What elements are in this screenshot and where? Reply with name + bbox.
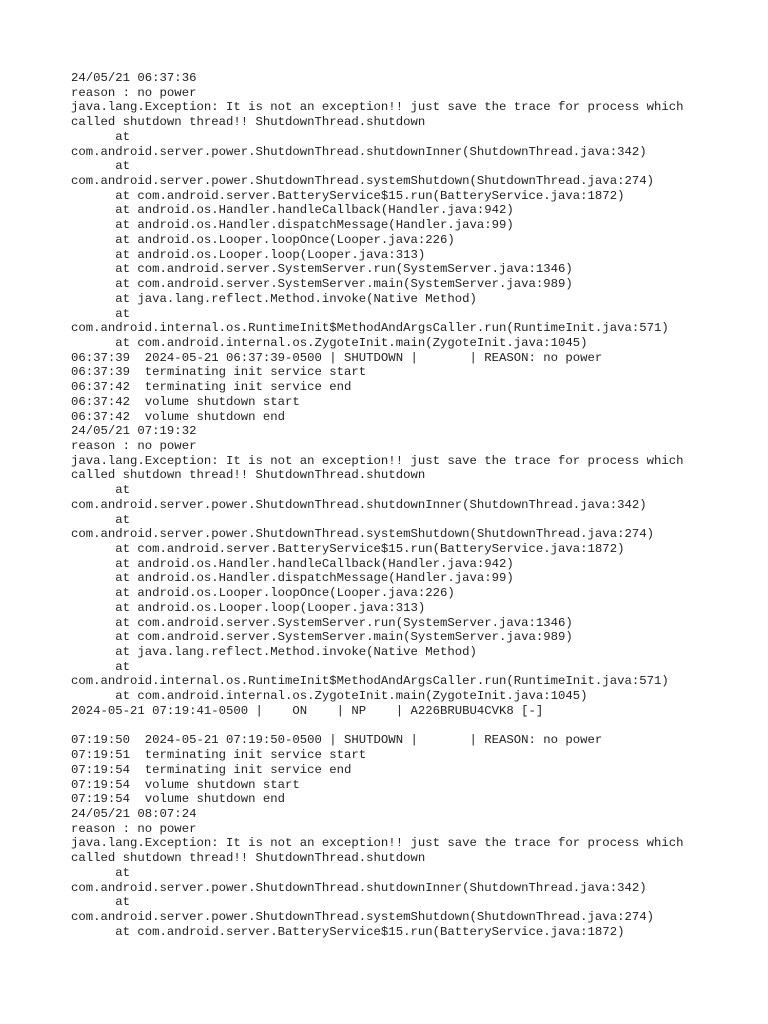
log-line: at bbox=[71, 159, 131, 174]
log-line: called shutdown thread!! ShutdownThread.shutdown bbox=[71, 851, 426, 866]
log-line: at java.lang.reflect.Method.invoke(Native Method) bbox=[71, 291, 477, 306]
log-line: 2024-05-21 07:19:41-0500 | ON | NP | A226BRUBU4CVK8 [-] bbox=[71, 703, 544, 718]
log-line: com.android.server.power.ShutdownThread.systemShutdown(ShutdownThread.java:274) bbox=[71, 527, 654, 542]
log-line: at android.os.Handler.dispatchMessage(Handler.java:99) bbox=[71, 218, 514, 233]
log-line: at com.android.internal.os.ZygoteInit.main(ZygoteInit.java:1045) bbox=[71, 689, 588, 704]
log-line: com.android.server.power.ShutdownThread.systemShutdown(ShutdownThread.java:274) bbox=[71, 174, 654, 189]
log-line: 07:19:54 volume shutdown end bbox=[71, 792, 286, 807]
log-line: at android.os.Looper.loop(Looper.java:313) bbox=[71, 600, 426, 615]
log-line: at bbox=[71, 483, 131, 498]
log-line: reason : no power bbox=[71, 438, 197, 453]
log-line: at com.android.server.SystemServer.run(SystemServer.java:1346) bbox=[71, 262, 573, 277]
blank-line bbox=[71, 719, 751, 734]
log-line: 24/05/21 08:07:24 bbox=[71, 806, 197, 821]
log-line: com.android.server.power.ShutdownThread.systemShutdown(ShutdownThread.java:274) bbox=[71, 909, 654, 924]
log-line: at bbox=[71, 659, 131, 674]
log-line: at com.android.server.SystemServer.main(SystemServer.java:989) bbox=[71, 630, 573, 645]
log-line: at bbox=[71, 129, 131, 144]
log-line: at android.os.Looper.loopOnce(Looper.java:226) bbox=[71, 586, 455, 601]
log-line: at java.lang.reflect.Method.invoke(Native Method) bbox=[71, 645, 477, 660]
log-line: at com.android.server.BatteryService$15.run(BatteryService.java:1872) bbox=[71, 924, 625, 939]
log-line: at com.android.internal.os.ZygoteInit.main(ZygoteInit.java:1045) bbox=[71, 335, 588, 350]
log-line: at bbox=[71, 895, 131, 910]
log-line: 24/05/21 06:37:36 bbox=[71, 71, 197, 85]
log-line: reason : no power bbox=[71, 85, 197, 100]
log-line: at android.os.Looper.loopOnce(Looper.java:226) bbox=[71, 232, 455, 247]
log-line: at com.android.server.BatteryService$15.run(BatteryService.java:1872) bbox=[71, 188, 625, 203]
log-line: at android.os.Looper.loop(Looper.java:313) bbox=[71, 247, 426, 262]
log-line: com.android.internal.os.RuntimeInit$MethodAndArgsCaller.run(RuntimeInit.java:571) bbox=[71, 674, 669, 689]
log-line: reason : no power bbox=[71, 821, 197, 836]
log-line: com.android.internal.os.RuntimeInit$MethodAndArgsCaller.run(RuntimeInit.java:571) bbox=[71, 321, 669, 336]
log-line: com.android.server.power.ShutdownThread.shutdownInner(ShutdownThread.java:342) bbox=[71, 144, 647, 159]
log-line: at android.os.Handler.dispatchMessage(Handler.java:99) bbox=[71, 571, 514, 586]
log-line: 07:19:50 2024-05-21 07:19:50-0500 | SHUTDOWN | | REASON: no power bbox=[71, 733, 603, 748]
log-line: com.android.server.power.ShutdownThread.shutdownInner(ShutdownThread.java:342) bbox=[71, 497, 647, 512]
log-line: 06:37:42 volume shutdown start bbox=[71, 394, 300, 409]
log-line: called shutdown thread!! ShutdownThread.shutdown bbox=[71, 115, 426, 130]
log-line: at android.os.Handler.handleCallback(Handler.java:942) bbox=[71, 203, 514, 218]
log-line: java.lang.Exception: It is not an exception!! just save the trace for process which bbox=[71, 100, 684, 115]
log-line: 06:37:39 2024-05-21 06:37:39-0500 | SHUTDOWN | | REASON: no power bbox=[71, 350, 603, 365]
log-line: java.lang.Exception: It is not an exception!! just save the trace for process which bbox=[71, 453, 684, 468]
log-line: at bbox=[71, 512, 131, 527]
log-line: 06:37:39 terminating init service start bbox=[71, 365, 367, 380]
log-line: at com.android.server.BatteryService$15.run(BatteryService.java:1872) bbox=[71, 542, 625, 556]
log-line: 07:19:51 terminating init service start bbox=[71, 748, 367, 763]
log-line: called shutdown thread!! ShutdownThread.shutdown bbox=[71, 468, 426, 483]
log-line: at bbox=[71, 306, 131, 321]
log-line: at com.android.server.SystemServer.main(SystemServer.java:989) bbox=[71, 277, 573, 292]
log-line: at android.os.Handler.handleCallback(Handler.java:942) bbox=[71, 556, 514, 571]
log-line: 24/05/21 07:19:32 bbox=[71, 424, 197, 439]
log-text-block bbox=[71, 71, 751, 939]
log-line: 07:19:54 volume shutdown start bbox=[71, 777, 300, 792]
log-line: 07:19:54 terminating init service end bbox=[71, 762, 352, 777]
log-line: java.lang.Exception: It is not an exception!! just save the trace for process which bbox=[71, 836, 684, 851]
log-line: 06:37:42 volume shutdown end bbox=[71, 409, 286, 424]
log-line: com.android.server.power.ShutdownThread.shutdownInner(ShutdownThread.java:342) bbox=[71, 880, 647, 895]
log-line: at bbox=[71, 865, 131, 880]
log-line: at com.android.server.SystemServer.run(SystemServer.java:1346) bbox=[71, 615, 573, 630]
log-line: 06:37:42 terminating init service end bbox=[71, 380, 352, 395]
